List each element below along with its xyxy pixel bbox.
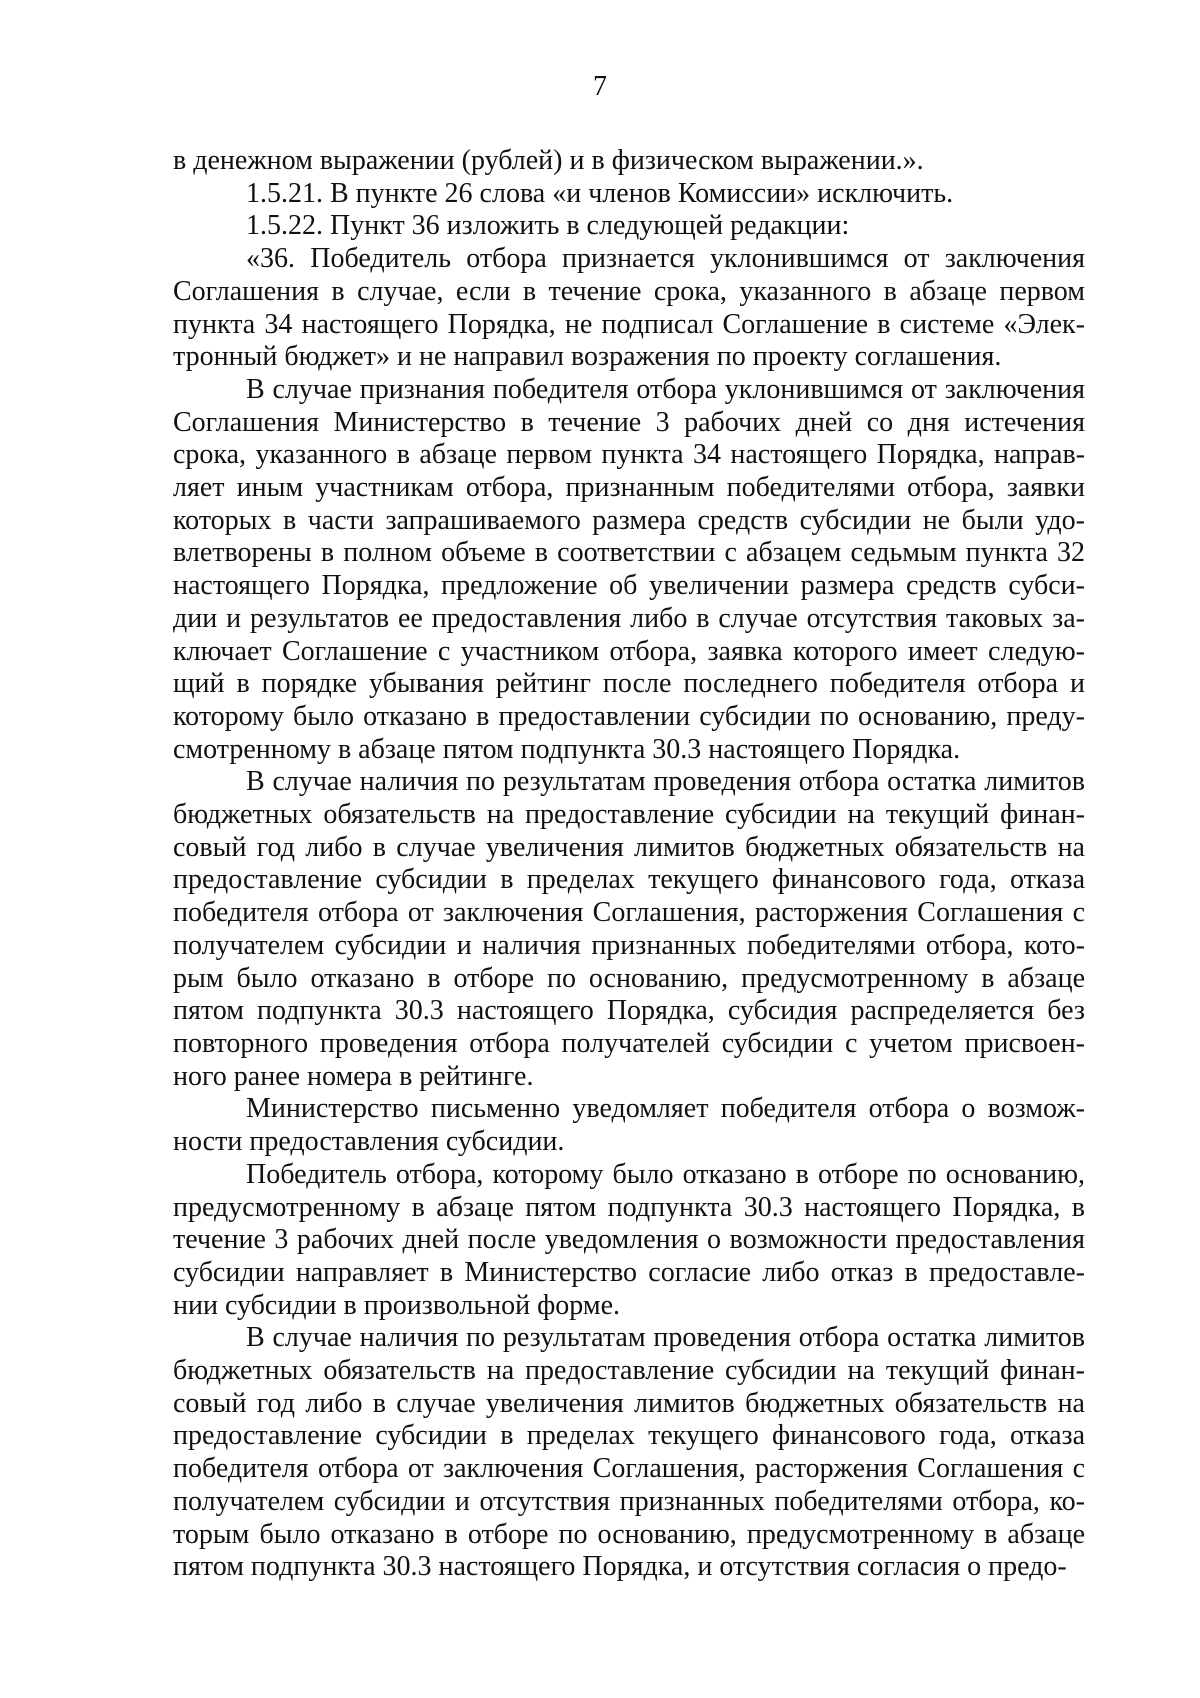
- paragraph-winner-response: Победитель отбора, которому было отказано в отборе по основанию, предусмотренному в абзаце пятом подпункта 30.3 настоящего Порядка, в течение 3 рабочих дней после уведомления о возможности предоставления субсидии направляет в Министерство согласие либо отказ в предоставлении субсидии в произвольной форме.: [173, 1158, 1085, 1321]
- paragraph-point-36: «36. Победитель отбора признается уклонившимся от заключения Соглашения в случае, если в течение срока, указанного в абзаце первом пункта 34 настоящего Порядка, не подписал Соглашение в системе «Электронный бюджет» и не направил возражения по проекту соглашения.: [173, 243, 1085, 373]
- paragraph-continuation: в денежном выражении (рублей) и в физическом выражении.».: [173, 145, 924, 176]
- paragraph-limits-remainder-2: В случае наличия по результатам проведения отбора остатка лимитов бюджетных обязательств на предоставление субсидии на текущий финансовый год либо в случае увеличения лимитов бюджетных обязательств на предоставление субсидии в пределах текущего финансового года, отказа победителя отбора от заключения Соглашения, расторжения Соглашения с получателем субсидии и отсутствия признанных победителями отбора, которым было отказано в отборе по основанию, предусмотренному в абзаце пятом подпункта 30.3 настоящего Порядка, и отсутствия согласия о предо-: [173, 1322, 1085, 1583]
- page-number: 7: [593, 71, 607, 102]
- paragraph-item-1-5-21: 1.5.21. В пункте 26 слова «и членов Комиссии» исключить.: [246, 177, 954, 209]
- paragraph-evasion-case: В случае признания победителя отбора уклонившимся от заключения Соглашения Министерство в течение 3 рабочих дней со дня истечения срока, указанного в абзаце первом пункта 34 настоящего Порядка, направляет иным участникам отбора, признанным победителями отбора, заявки которых в части запрашиваемого размера средств субсидии не были удовлетворены в полном объеме в соответствии с абзацем седьмым пункта 32 настоящего Порядка, предложение об увеличении размера средств субсидии и результатов ее предоставления либо в случае отсутствия таковых заключает Соглашение с участником отбора, заявка которого имеет следующий в порядке убывания рейтинг после последнего победителя отбора и которому было отказано в предоставлении субсидии по основанию, предусмотренному в абзаце пятом подпункта 30.3 настоящего Порядка.: [173, 373, 1085, 765]
- paragraph-limits-remainder-1: В случае наличия по результатам проведения отбора остатка лимитов бюджетных обязательств на предоставление субсидии на текущий финансовый год либо в случае увеличения лимитов бюджетных обязательств на предоставление субсидии в пределах текущего финансового года, отказа победителя отбора от заключения Соглашения, расторжения Соглашения с получателем субсидии и наличия признанных победителями отбора, которым было отказано в отборе по основанию, предусмотренному в абзаце пятом подпункта 30.3 настоящего Порядка, субсидия распределяется без повторного проведения отбора получателей субсидии с учетом присвоенного ранее номера в рейтинге.: [173, 766, 1085, 1092]
- document-body: [173, 145, 1085, 1584]
- paragraph-notification: Министерство письменно уведомляет победителя отбора о возможности предоставления субсидии.: [173, 1093, 1085, 1158]
- paragraph-item-1-5-22: 1.5.22. Пункт 36 изложить в следующей редакции:: [246, 210, 850, 242]
